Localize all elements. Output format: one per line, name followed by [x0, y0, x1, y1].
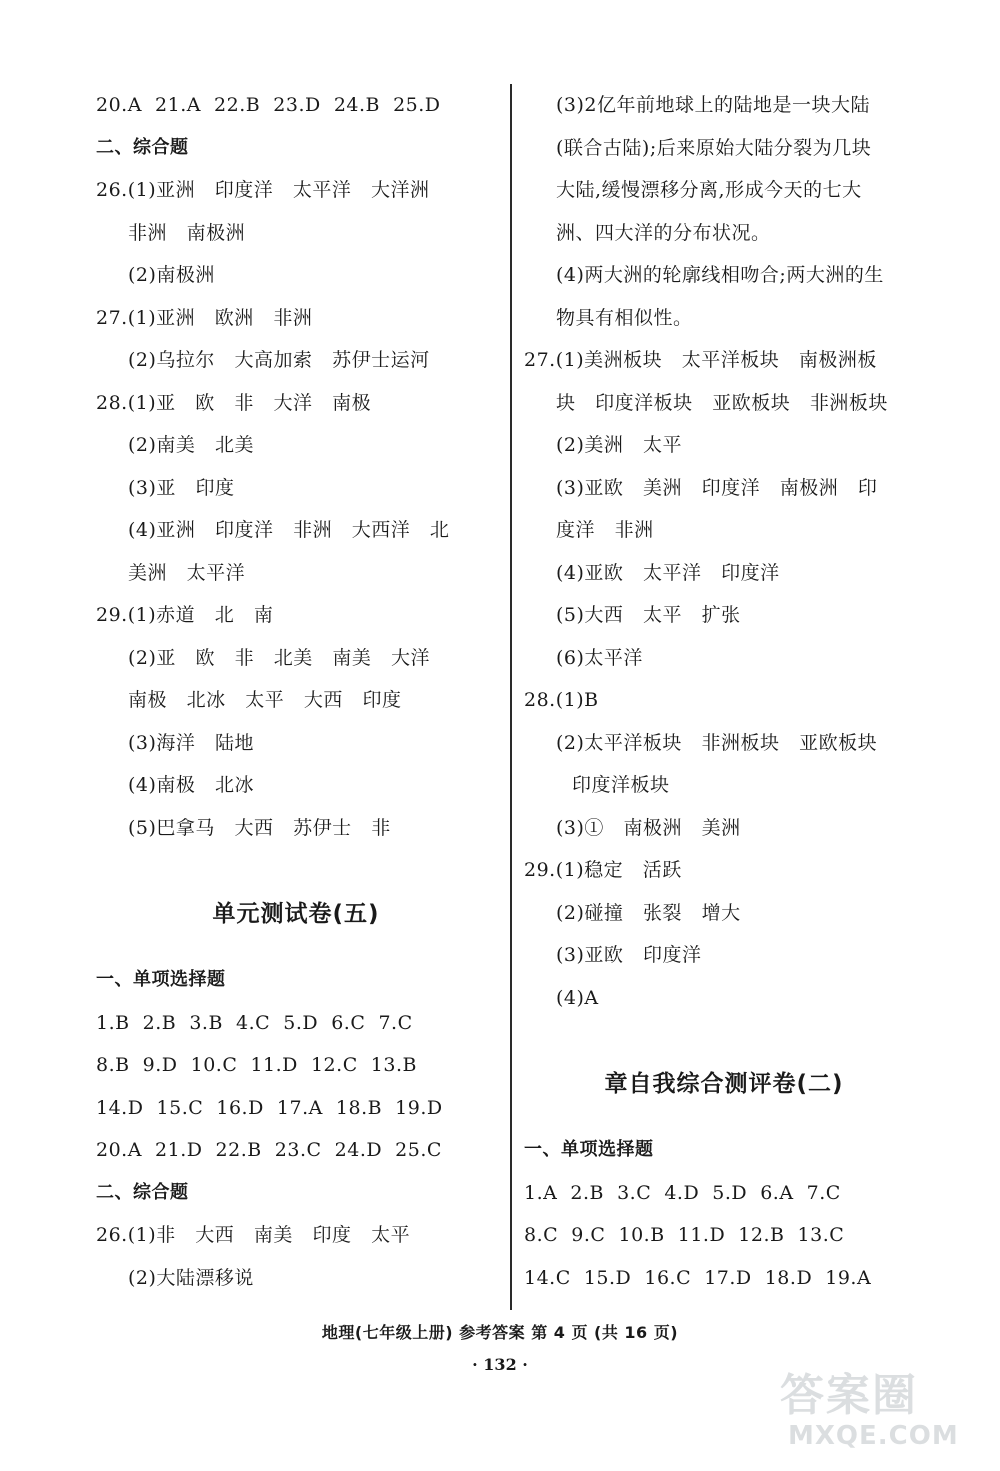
answer-line: 块 印度洋板块 亚欧板块 非洲板块 — [556, 391, 888, 414]
answer-line: (4)南极 北冰 — [128, 774, 255, 796]
answer-line: 20.A 21.D 22.B 23.C 24.D 25.C — [96, 1139, 442, 1161]
section-heading: 一、单项选择题 — [524, 1139, 654, 1160]
answer-line: 28.(1)B — [524, 689, 599, 711]
answer-line: (2)碰撞 张裂 增大 — [556, 901, 741, 924]
answer-line: 28.(1)亚 欧 非 大洋 南极 — [96, 391, 372, 414]
test-title: 章自我综合测评卷(二) — [604, 1071, 844, 1097]
left-column — [96, 84, 496, 1299]
answer-line: 27.(1)亚洲 欧洲 非洲 — [96, 306, 313, 329]
answer-line: 14.D 15.C 16.D 17.A 18.B 19.D — [96, 1096, 443, 1119]
answer-line: (2)南极洲 — [128, 264, 215, 286]
answer-line: (4)亚洲 印度洋 非洲 大西洋 北 — [128, 519, 450, 541]
answer-line: (3)亚欧 印度洋 — [556, 944, 702, 966]
answer-line: (2)太平洋板块 非洲板块 亚欧板块 — [556, 731, 878, 754]
section-heading: 二、综合题 — [96, 1181, 189, 1203]
answer-line: (3)2亿年前地球上的陆地是一块大陆 — [556, 94, 871, 116]
spacer — [524, 1019, 924, 1039]
answer-line: (联合古陆);后来原始大陆分裂为几块 — [556, 136, 872, 159]
answer-line: (5)大西 太平 扩张 — [556, 604, 741, 626]
answer-line: 20.A 21.A 22.B 23.D 24.B 25.D — [96, 94, 441, 116]
page-number: · 132 · — [472, 1355, 528, 1374]
answer-line: 29.(1)赤道 北 南 — [96, 604, 274, 626]
answer-line: 26.(1)亚洲 印度洋 太平洋 大洋洲 — [96, 179, 430, 201]
watermark-logo — [772, 1355, 982, 1465]
answer-line: (2)亚 欧 非 北美 南美 大洋 — [128, 646, 431, 669]
answer-line: (2)乌拉尔 大高加索 苏伊士运河 — [128, 349, 430, 371]
answer-line: 物具有相似性。 — [556, 306, 693, 329]
answer-line: (5)巴拿马 大西 苏伊士 非 — [128, 816, 391, 839]
page-footer: 地理(七年级上册) 参考答案 第 4 页 (共 16 页) — [321, 1323, 679, 1342]
answer-line: (3)海洋 陆地 — [128, 731, 255, 754]
answer-line: 大陆,缓慢漂移分离,形成今天的七大 — [556, 179, 862, 201]
answer-line: 度洋 非洲 — [556, 519, 654, 541]
answer-line: (3)亚 印度 — [128, 476, 235, 499]
answer-line: 1.B 2.B 3.B 4.C 5.D 6.C 7.C — [96, 1011, 413, 1034]
answer-line: (3)亚欧 美洲 印度洋 南极洲 印 — [556, 476, 878, 499]
answer-line: (4)两大洲的轮廓线相吻合;两大洲的生 — [556, 264, 884, 286]
spacer — [96, 849, 496, 869]
answer-line: 27.(1)美洲板块 太平洋板块 南极洲板 — [524, 349, 877, 371]
answer-line: 南极 北冰 太平 大西 印度 — [128, 689, 402, 711]
answer-line: (3)① 南极洲 美洲 — [556, 816, 741, 839]
answer-line: (4)亚欧 太平洋 印度洋 — [556, 561, 780, 584]
answer-line: 1.A 2.B 3.C 4.D 5.D 6.A 7.C — [524, 1181, 841, 1204]
answer-line: 8.B 9.D 10.C 11.D 12.C 13.B — [96, 1054, 417, 1076]
watermark-url: MXQE.COM — [788, 1421, 959, 1451]
section-heading: 一、单项选择题 — [96, 969, 226, 990]
answer-line: (2)大陆漂移说 — [128, 1266, 254, 1289]
right-column — [524, 84, 924, 1299]
column-divider — [510, 84, 512, 1310]
watermark-text: 答案圈 — [780, 1370, 918, 1421]
answer-line: 8.C 9.C 10.B 11.D 12.B 13.C — [524, 1224, 845, 1246]
answer-line: (6)太平洋 — [556, 646, 643, 669]
answer-line: (2)南美 北美 — [128, 434, 255, 456]
answer-line: 洲、四大洋的分布状况。 — [556, 221, 771, 244]
answer-line: (4)A — [556, 986, 599, 1009]
answer-line: 印度洋板块 — [572, 774, 670, 796]
answer-line: 29.(1)稳定 活跃 — [524, 859, 682, 881]
answer-line: 非洲 南极洲 — [128, 221, 246, 244]
answer-line: 美洲 太平洋 — [128, 561, 246, 584]
answer-line: (2)美洲 太平 — [556, 434, 683, 456]
answer-line: 26.(1)非 大西 南美 印度 太平 — [96, 1224, 411, 1246]
section-heading: 二、综合题 — [96, 136, 189, 158]
answer-line: 14.C 15.D 16.C 17.D 18.D 19.A — [524, 1266, 872, 1289]
test-title: 单元测试卷(五) — [212, 901, 380, 927]
